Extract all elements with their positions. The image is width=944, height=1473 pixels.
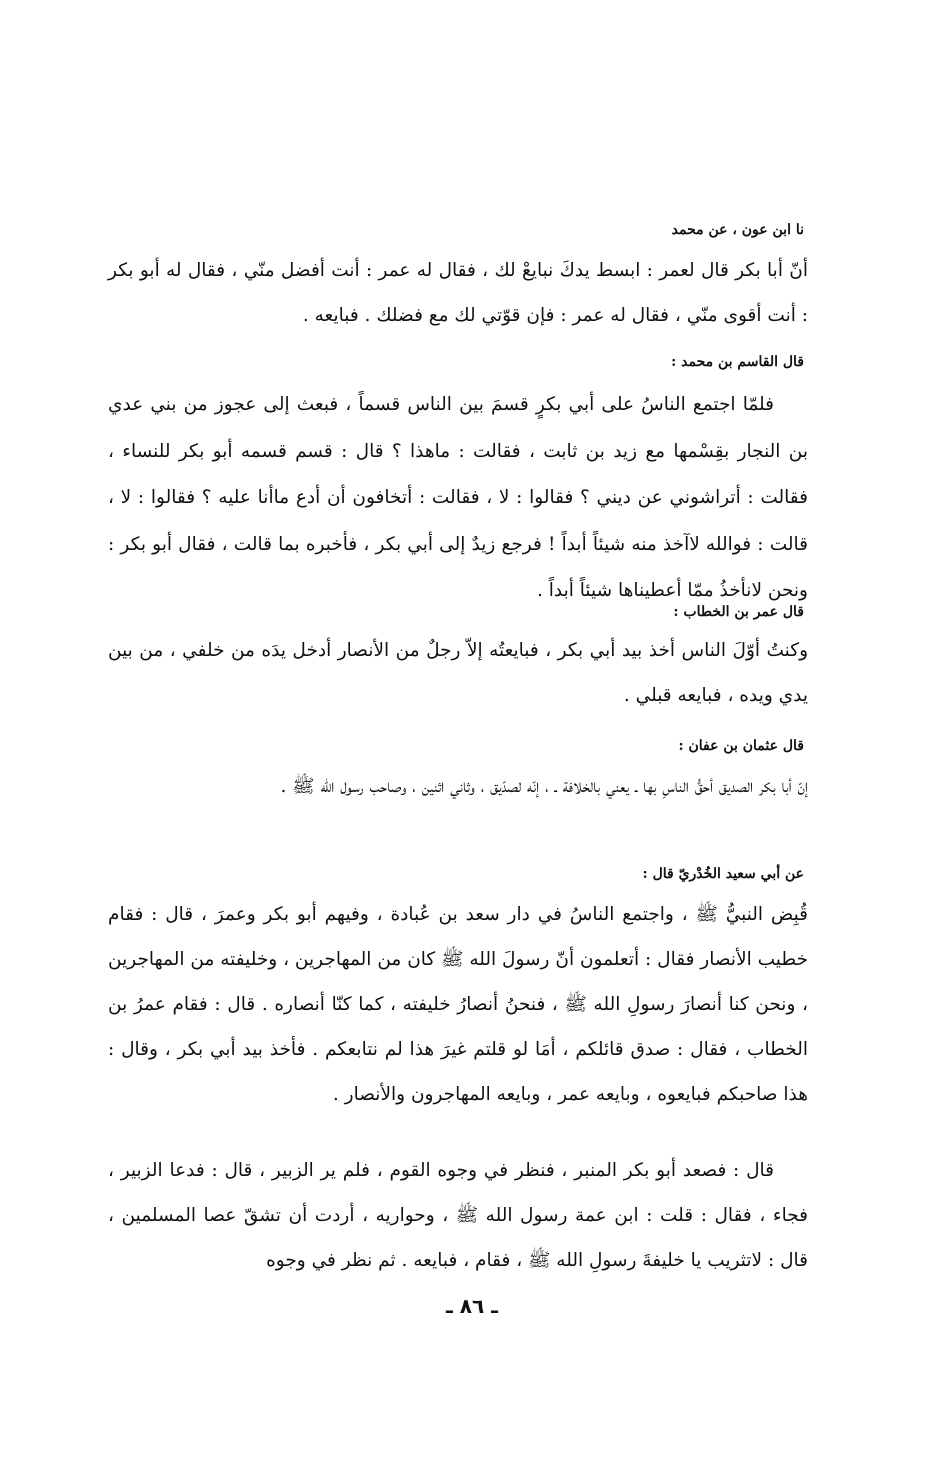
section-text-abu-bakr-umar: [108, 248, 808, 338]
section-heading-abu-said: عن أبي سعيد الخُدْريّ قال :: [642, 866, 804, 882]
paragraph: وكنتُ أوّلَ الناس أخذ بيد أبي بكر ، فبايعتُه إلاّ رجلٌ من الأنصار أدخل يدَه من خلفي ، من بين يدي ويده ، فبايعه قبلي .: [108, 640, 808, 706]
section-text-siddiq: [108, 764, 808, 809]
section-text-distribution: [108, 382, 808, 615]
paragraph: إنّ أبا بكر الصديق أحقُّ الناسِ بها ـ يعني بالخلافة ـ ، إنّه لصدّيق ، وثاني اثنين ، وصاحب رسول الله ﷺ .: [280, 776, 808, 797]
paragraph: أنّ أبا بكر قال لعمر : ابسط يدكَ نبايعْ لك ، فقال له عمر : أنت أفضل منّي ، فقال له أبو بكر : أنت أقوى منّي ، فقال له عمر : فإن قوّتي لك مع فضلك . فبايعه .: [108, 260, 808, 326]
section-text-first-pledge: [108, 628, 808, 718]
section-text-saqifa: [108, 892, 808, 1117]
paragraph: فلمّا اجتمع الناسُ على أبي بكرٍ قسمَ بين الناس قسماً ، فبعث إلى عجوز من بني عدي بن النجار بقِسْمها مع زيد بن ثابت ، فقالت : ماهذا ؟ قال : قسم قسمه أبو بكر للنساء ، فقالت : أتراشوني عن ديني ؟ فقالوا : لا ، فقالت : أتخافون أن أدع ماأنا عليه ؟ فقالوا : لا ، قالت : فوالله لاآخذ منه شيئاً أبداً ! فرجع زيدٌ إلى أبي بكر ، فأخبره بما قالت ، فقال أبو بكر : ونحن لانأخذُ ممّا أعطيناها شيئاً أبداً .: [108, 394, 808, 601]
section-heading-umar: قال عمر بن الخطاب :: [673, 604, 804, 620]
section-heading-uthman: قال عثمان بن عفان :: [678, 738, 804, 754]
section-heading-al-qasim: قال القاسم بن محمد :: [671, 354, 804, 370]
page-number: ـ ٨٦ ـ: [445, 1294, 499, 1318]
paragraph: قال : فصعد أبو بكر المنبر ، فنظر في وجوه القوم ، فلم ير الزبير ، قال : فدعا الزبير ، فجاء ، فقال : قلت : ابن عمة رسول الله ﷺ ، وحواريه ، أردت أن تشقّ عصا المسلمين ، قال : لاتثريب يا خليفةَ رسولِ الله ﷺ ، فقام ، فبايعه . ثم نظر في وجوه: [108, 1160, 808, 1271]
section-text-zubayr: [108, 1148, 808, 1283]
section-heading-ibn-awn: نا ابن عون ، عن محمد: [671, 222, 804, 238]
paragraph: قُبِض النبيُّ ﷺ ، واجتمع الناسُ في دار سعد بن عُبادة ، وفيهم أبو بكر وعمرَ ، قال : فقام خطيب الأنصار فقال : أتعلمون أنّ رسولَ الله ﷺ كان من المهاجرين ، وخليفته من المهاجرين ، ونحن كنا أنصارَ رسولِ الله ﷺ ، فنحنُ أنصارُ خليفته ، كما كنّا أنصاره . قال : فقام عمرُ بن الخطاب ، فقال : صدق قائلكم ، أمَا لو قلتم غيرَ هذا لم نتابعكم . فأخذ بيد أبي بكر ، وقال : هذا صاحبكم فبايعوه ، وبايعه عمر ، وبايعه المهاجرون والأنصار .: [108, 904, 808, 1105]
